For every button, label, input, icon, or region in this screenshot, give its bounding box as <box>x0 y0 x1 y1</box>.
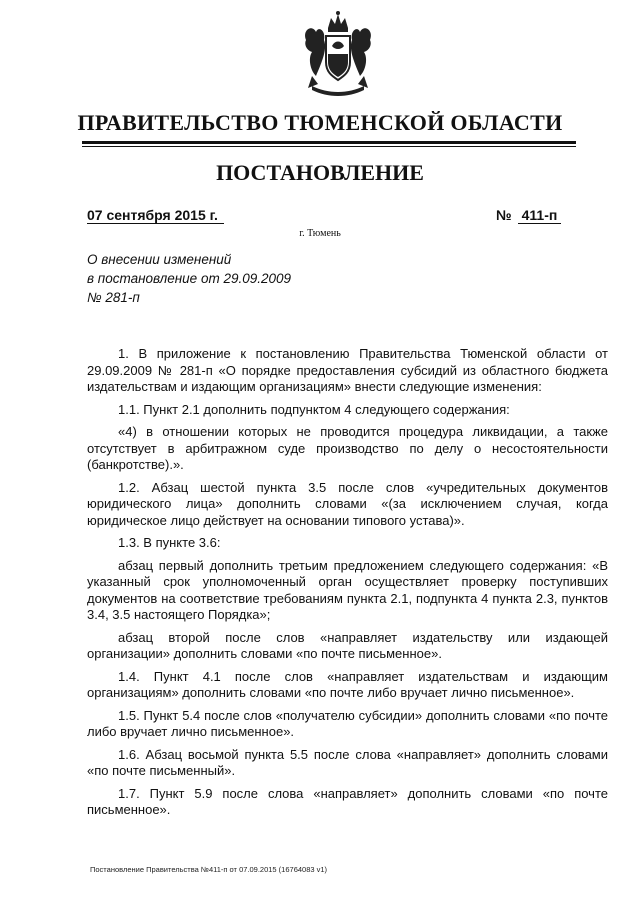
tyumen-coat-of-arms-icon <box>298 10 378 96</box>
body-paragraph: абзац второй после слов «направляет издательству или издающей организации» дополнить словами «по почте письменное». <box>87 629 608 661</box>
page-footer: Постановление Правительства №411-п от 07.09.2015 (16764083 v1) <box>90 865 328 874</box>
document-body <box>87 346 608 825</box>
document-date: 07 сентября 2015 г. <box>87 207 224 224</box>
body-paragraph: 1.2. Абзац шестой пункта 3.5 после слов «учредительных документов юридического лица» дополнить словами «(за исключением случая, когда юридическое лицо действует на основании типового устава)». <box>87 479 608 528</box>
government-title: ПРАВИТЕЛЬСТВО ТЮМЕНСКОЙ ОБЛАСТИ <box>77 110 563 135</box>
body-paragraph: 1. В приложение к постановлению Правительства Тюменской области от 29.09.2009 № 281-п «О порядке предоставления субсидий из областного бюджета издательствам и издающим организациям» внести следующие изменения: <box>87 346 608 394</box>
body-paragraph: 1.6. Абзац восьмой пункта 5.5 после слова «направляет» дополнить словами «по почте письменный». <box>87 746 608 778</box>
document-subject <box>87 250 291 307</box>
document-number-value: 411-п <box>518 207 562 224</box>
body-paragraph: 1.1. Пункт 2.1 дополнить подпунктом 4 следующего содержания: <box>118 401 510 417</box>
body-paragraph: «4) в отношении которых не проводится процедура ликвидации, а также отсутствует в арбитражном суде производство по делу о несостоятельности (банкротстве).». <box>87 424 608 472</box>
document-number-prefix: № <box>496 207 512 223</box>
document-type: ПОСТАНОВЛЕНИЕ <box>216 160 424 185</box>
body-paragraph: 1.3. В пункте 3.6: <box>118 535 221 550</box>
subject-line: О внесении изменений <box>87 252 232 267</box>
body-paragraph: 1.5. Пункт 5.4 после слов «получателю субсидии» дополнить словами «по почте либо вручает лично письменное». <box>87 707 608 739</box>
subject-line: № 281-п <box>87 290 140 305</box>
subject-line: в постановление от 29.09.2009 <box>87 271 292 286</box>
header-rule-thin <box>82 146 576 147</box>
body-paragraph: абзац первый дополнить третьим предложением следующего содержания: «В указанный срок уполномоченный орган осуществляет проверку поступивших документов на соответствие требованиям пункта 2.1, подпункта 4 пункта 2.3, пунктов 3.4, 3.5 настоящего Порядка»; <box>87 557 608 622</box>
body-paragraph: 1.7. Пункт 5.9 после слова «направляет» дополнить словами «по почте письменное». <box>87 785 608 817</box>
document-city: г. Тюмень <box>299 228 341 239</box>
body-paragraph: 1.4. Пункт 4.1 после слов «направляет издательствам и издающим организациям» дополнить словами «по почте либо вручает лично письменное». <box>87 668 608 700</box>
document-number <box>496 207 561 223</box>
header-rule-thick <box>82 141 576 144</box>
